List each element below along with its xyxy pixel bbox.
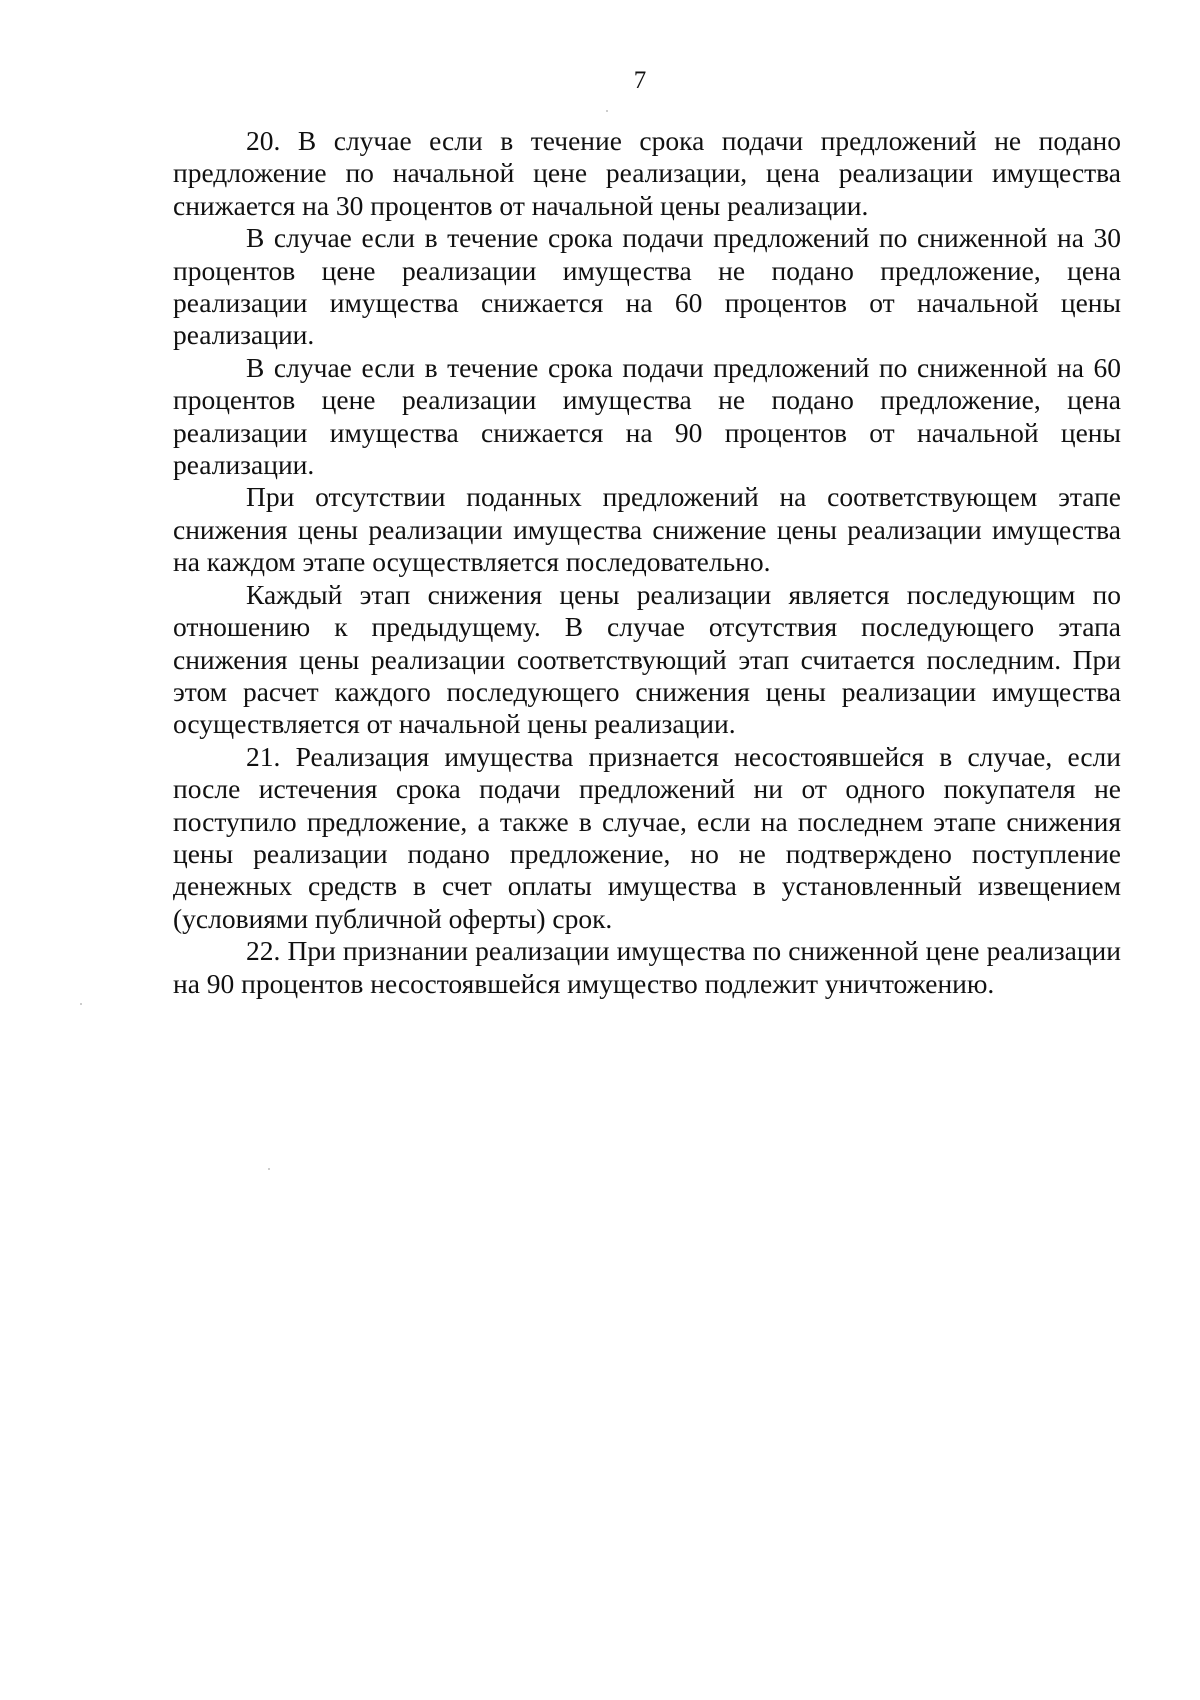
paragraph-20-stages: Каждый этап снижения цены реализации является последующим по отношению к предыдущему. В случае отсутствия последующего этапа снижения цены реализации соответствующий этап считается последним. При этом расчет каждого последующего снижения цены реализации имущества осуществляется от начальной цены реализации. xyxy=(173,578,1121,740)
document-body xyxy=(173,125,1121,1000)
paragraph-20-reduction-60: В случае если в течение срока подачи предложений по сниженной на 30 процентов цене реализации имущества не подано предложение, цена реализации имущества снижается на 60 процентов от начальной цены реализации. xyxy=(173,222,1121,351)
scan-speck xyxy=(606,110,608,112)
paragraph-20: 20. В случае если в течение срока подачи предложений не подано предложение по начальной цене реализации, цена реализации имущества снижается на 30 процентов от начальной цены реализации. xyxy=(173,125,1121,221)
paragraph-20-reduction-90: В случае если в течение срока подачи предложений по сниженной на 60 процентов цене реализации имущества не подано предложение, цена реализации имущества снижается на 90 процентов от начальной цены реализации. xyxy=(173,351,1121,481)
scan-speck xyxy=(80,1003,82,1005)
paragraph-21: 21. Реализация имущества признается несостоявшейся в случае, если после истечения срока подачи предложений ни от одного покупателя не поступило предложение, а также в случае, если на последнем этапе снижения цены реализации подано предложение, но не подтверждено поступление денежных средств в счет оплаты имущества в установленный извещением (условиями публичной оферты) срок. xyxy=(173,740,1121,934)
paragraph-20-sequential: При отсутствии поданных предложений на соответствующем этапе снижения цены реализации имущества снижение цены реализации имущества на каждом этапе осуществляется последовательно. xyxy=(173,481,1121,578)
scan-speck xyxy=(268,1168,270,1170)
paragraph-22: 22. При признании реализации имущества по сниженной цене реализации на 90 процентов несостоявшейся имущество подлежит уничтожению. xyxy=(173,935,1121,999)
page-number: 7 xyxy=(633,67,647,94)
